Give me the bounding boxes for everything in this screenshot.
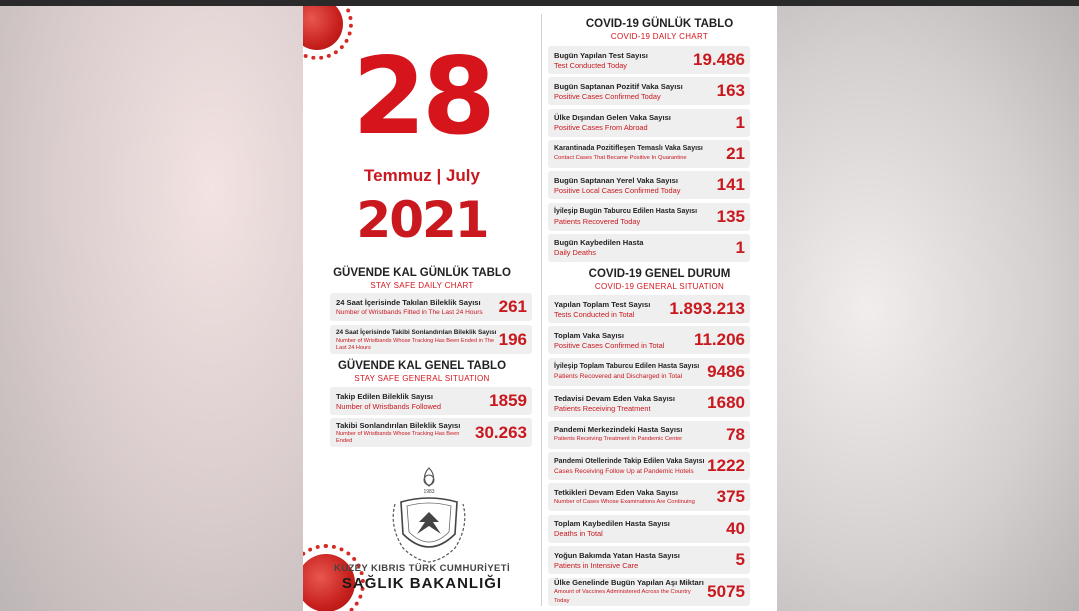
covid-general-row [548,326,750,354]
covid-general-row [548,452,750,480]
row-label-en: Positive Cases From Abroad [554,123,648,133]
covid-report-poster [303,6,777,611]
row-label-en: Patients Recovered Today [554,217,641,226]
row-label-en: Positive Local Cases Confirmed Today [554,185,681,195]
row-label-tr: Bugün Saptanan Pozitif Vaka Sayısı [554,81,683,91]
covid-daily-row [548,140,750,168]
row-label-tr: Toplam Kaybedilen Hasta Sayısı [554,519,670,529]
row-value: 9486 [707,361,745,381]
row-label-tr: 24 Saat İçerisinde Takibi Sonlandırılan Bileklik Sayısı [336,329,497,336]
ministry-name: SAĞLIK BAKANLIĞI [341,575,503,592]
stay-safe-daily-row [330,325,532,354]
row-label-tr: Yapılan Toplam Test Sayısı [554,299,651,309]
row-value: 30.263 [475,422,527,442]
ministry-country: KUZEY KIBRIS TÜRK CUMHURİYETİ [333,563,511,574]
covid-general-row [548,421,750,449]
row-label-tr: Pandemi Merkezindeki Hasta Sayısı [554,425,683,435]
row-label-tr: Takibi Sonlandırılan Bileklik Sayısı [336,421,461,430]
row-label-en: Cases Receiving Follow Up at Pandemic Hotels [554,467,694,475]
row-label-en: Positive Cases Confirmed Today [554,91,661,101]
covid-general-row [548,515,750,543]
row-label-tr: Bugün Yapılan Test Sayısı [554,50,648,60]
row-value: 261 [498,297,527,316]
row-value: 1 [735,237,745,257]
covid-daily-row [548,203,750,231]
covid-general-row [548,546,750,574]
row-value: 1 [735,112,745,132]
row-label-tr: İyileşip Toplam Taburcu Edilen Hasta Sayısı [554,363,700,371]
row-value: 1.893.213 [669,299,745,318]
row-label-en: Patients Receiving Treatment in Pandemic Center [554,436,683,443]
covid-general-row [548,295,750,323]
row-label-en: Patients in Intensive Care [554,560,639,570]
row-value: 1680 [707,393,745,413]
blurred-background-right [777,6,1079,611]
row-value: 5 [735,550,745,570]
emblem-year: 1983 [423,489,435,495]
row-label-tr: Tetkikleri Devam Eden Vaka Sayısı [554,487,678,497]
row-label-tr: Karantinada Pozitifleşen Temaslı Vaka Sayısı [554,145,703,153]
row-label-tr: Bugün Saptanan Yerel Vaka Sayısı [554,175,678,185]
row-label-en: Positive Cases Confirmed in Total [554,340,665,350]
covid-daily-row [548,171,750,199]
stay-safe-general-row [330,418,532,447]
row-label-tr: Yoğun Bakımda Yatan Hasta Sayısı [554,550,680,560]
date-month: Temmuz | July [364,166,480,185]
covid-general-subtitle: COVID-19 GENERAL SITUATION [594,282,725,291]
covid-daily-row [548,234,750,262]
stay-safe-daily-subtitle: STAY SAFE DAILY CHART [370,281,474,290]
date-year: 2021 [356,191,488,249]
left-column [303,6,541,611]
row-value: 78 [726,424,745,444]
row-label-en: Number of Wristbands Whose Tracking Has Been Ended in The Last 24 Hours [336,338,495,351]
row-value: 1222 [707,456,745,475]
row-value: 5075 [707,581,745,601]
row-value: 375 [716,487,745,507]
row-label-en: Daily Deaths [554,248,596,258]
covid-daily-row [548,77,750,105]
stay-safe-general-title: GÜVENDE KAL GENEL TABLO [337,360,507,372]
covid-daily-title: COVID-19 GÜNLÜK TABLO [585,18,734,30]
row-label-tr: Ülke Genelinde Bugün Yapılan Aşı Miktarı [554,577,704,587]
row-label-en: Test Conducted Today [554,60,627,70]
row-label-en: Number of Wristbands Followed [336,401,442,411]
row-label-tr: Takip Edilen Bileklik Sayısı [336,391,433,401]
covid-general-row [548,483,750,511]
row-value: 40 [726,518,745,538]
stay-safe-daily-row [330,293,532,321]
row-label-en: Deaths in Total [554,529,603,539]
stay-safe-general-subtitle: STAY SAFE GENERAL SITUATION [354,374,490,383]
row-label-en: Number of Cases Whose Examinations Are Continuing [554,498,695,505]
row-value: 21 [726,143,745,163]
covid-daily-row [548,109,750,137]
covid-daily-subtitle: COVID-19 DAILY CHART [610,32,709,41]
row-value: 11.206 [693,330,745,350]
column-divider [541,14,542,606]
covid-general-row [548,389,750,417]
row-label-tr: 24 Saat İçerisinde Takılan Bileklik Sayısı [336,297,481,307]
row-label-tr: Tedavisi Devam Eden Vaka Sayısı [554,393,676,403]
row-label-en: Number of Wristbands Fitted in The Last 24 Hours [336,308,483,316]
row-label-tr: Pandemi Otellerinde Takip Edilen Vaka Sayısı [554,457,705,465]
covid-daily-row [548,46,750,74]
row-label-en: Contact Cases That Became Positive In Quarantine [554,155,687,162]
covid-general-row [548,578,750,606]
stay-safe-daily-title: GÜVENDE KAL GÜNLÜK TABLO [333,267,511,279]
date-day: 28 [352,35,492,158]
blurred-background-left [0,6,303,611]
row-label-tr: Ülke Dışından Gelen Vaka Sayısı [554,113,671,123]
row-label-tr: Toplam Vaka Sayısı [554,330,624,340]
row-label-en: Amount of Vaccines Administered Across the Country Today [554,588,691,604]
row-label-en: Number of Wristbands Whose Tracking Has Been Ended [336,431,460,444]
row-value: 19.486 [693,50,745,69]
row-value: 135 [716,206,745,226]
covid-general-row [548,358,750,386]
row-label-en: Patients Recovered and Discharged in Total [554,373,683,381]
row-value: 1859 [489,391,527,410]
row-value: 163 [716,81,745,101]
covid-general-title: COVID-19 GENEL DURUM [588,268,731,280]
row-label-tr: Bugün Kaybedilen Hasta [554,238,644,248]
row-label-en: Tests Conducted in Total [554,309,635,319]
row-value: 141 [716,175,745,195]
ministry-emblem [387,464,471,572]
row-value: 196 [498,329,527,349]
stay-safe-general-row [330,387,532,415]
row-label-tr: İyileşip Bugün Taburcu Edilen Hasta Sayısı [554,208,698,215]
row-label-en: Patients Receiving Treatment [554,403,651,413]
